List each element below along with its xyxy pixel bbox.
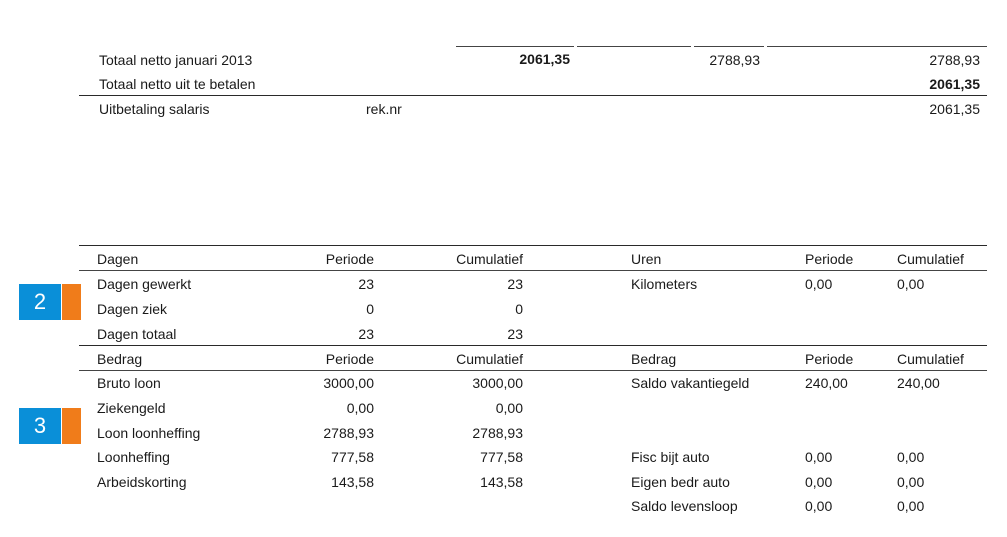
bedrag-left-row-cumulatief: 143,58: [480, 474, 523, 490]
totals-divider: [79, 95, 987, 96]
dagen-row-periode: 23: [358, 326, 374, 342]
bedrag-right-row-periode: 0,00: [805, 498, 833, 514]
total-col4-rule: [767, 46, 987, 47]
uren-row-cumulatief: 0,00: [897, 276, 925, 292]
bedrag-right-row-cumulatief: 240,00: [897, 375, 940, 391]
dagen-row-label: Dagen gewerkt: [97, 276, 192, 292]
totaal-netto-januari-value-3: 2788,93: [929, 52, 980, 68]
marker-2-accent: [62, 284, 81, 320]
bedrag-left-header-label: Bedrag: [97, 351, 143, 367]
bedrag-left-header-cumulatief: Cumulatief: [456, 351, 523, 367]
bedrag-left-row-cumulatief: 777,58: [480, 449, 523, 465]
bedrag-right-row-label: Eigen bedr auto: [631, 474, 730, 490]
bedrag-right-row-cumulatief: 0,00: [897, 449, 925, 465]
rek-nr-label: rek.nr: [366, 101, 402, 117]
total-col1-rule: [456, 46, 574, 47]
totaal-netto-uit-te-betalen-label: Totaal netto uit te betalen: [99, 76, 256, 92]
uitbetaling-salaris-value: 2061,35: [929, 101, 980, 117]
bedrag-left-row-cumulatief: 0,00: [495, 400, 523, 416]
uitbetaling-salaris-label: Uitbetaling salaris: [99, 101, 210, 117]
bedrag-left-row-periode: 3000,00: [323, 375, 374, 391]
bedrag-right-row-cumulatief: 0,00: [897, 498, 925, 514]
bedrag-right-header-label: Bedrag: [631, 351, 677, 367]
bedrag-right-header-cumulatief: Cumulatief: [897, 351, 964, 367]
dagen-row-cumulatief: 23: [507, 276, 523, 292]
bedrag-right-row-label: Saldo levensloop: [631, 498, 738, 514]
uren-header-periode: Periode: [805, 251, 854, 267]
dagen-header-cumulatief: Cumulatief: [456, 251, 523, 267]
bedrag-right-row-label: Fisc bijt auto: [631, 449, 710, 465]
dagen-row-label: Dagen totaal: [97, 326, 177, 342]
bedrag-right-row-periode: 240,00: [805, 375, 848, 391]
marker-3: [19, 408, 81, 444]
dagen-row-periode: 0: [366, 301, 374, 317]
dagen-row-label: Dagen ziek: [97, 301, 168, 317]
dagen-row-periode: 23: [358, 276, 374, 292]
dagen-header-rule: [79, 270, 987, 271]
bedrag-top-rule: [79, 345, 987, 346]
marker-2: [19, 284, 81, 320]
marker-3-accent: [62, 408, 81, 444]
dagen-top-rule: [79, 245, 987, 246]
marker-2-number: 2: [19, 284, 61, 320]
totaal-netto-januari-value-2: 2788,93: [709, 52, 760, 68]
uren-row-periode: 0,00: [805, 276, 833, 292]
bedrag-left-row-label: Loonheffing: [97, 449, 170, 465]
bedrag-left-row-cumulatief: 3000,00: [472, 375, 523, 391]
bedrag-left-row-periode: 143,58: [331, 474, 374, 490]
bedrag-right-row-label: Saldo vakantiegeld: [631, 375, 750, 391]
totaal-netto-januari-label: Totaal netto januari 2013: [99, 52, 253, 68]
bedrag-right-header-periode: Periode: [805, 351, 854, 367]
bedrag-header-rule: [79, 370, 987, 371]
bedrag-left-row-periode: 2788,93: [323, 425, 374, 441]
bedrag-left-row-label: Loon loonheffing: [97, 425, 201, 441]
bedrag-right-row-periode: 0,00: [805, 474, 833, 490]
dagen-header-periode: Periode: [325, 251, 374, 267]
uren-header-cumulatief: Cumulatief: [897, 251, 964, 267]
bedrag-left-row-periode: 777,58: [331, 449, 374, 465]
bedrag-left-row-label: Bruto loon: [97, 375, 161, 391]
totaal-netto-januari-value-1: 2061,35: [519, 51, 570, 67]
total-col2-rule: [577, 46, 691, 47]
uren-header-label: Uren: [631, 251, 662, 267]
bedrag-left-row-periode: 0,00: [346, 400, 374, 416]
bedrag-left-row-label: Arbeidskorting: [97, 474, 187, 490]
total-col3-rule: [694, 46, 764, 47]
dagen-row-cumulatief: 23: [507, 326, 523, 342]
dagen-row-cumulatief: 0: [515, 301, 523, 317]
bedrag-right-row-cumulatief: 0,00: [897, 474, 925, 490]
totaal-netto-uit-te-betalen-value: 2061,35: [929, 76, 980, 92]
bedrag-right-row-periode: 0,00: [805, 449, 833, 465]
dagen-header-label: Dagen: [97, 251, 139, 267]
bedrag-left-header-periode: Periode: [325, 351, 374, 367]
marker-3-number: 3: [19, 408, 61, 444]
bedrag-left-row-cumulatief: 2788,93: [472, 425, 523, 441]
bedrag-left-row-label: Ziekengeld: [97, 400, 166, 416]
uren-row-label: Kilometers: [631, 276, 698, 292]
